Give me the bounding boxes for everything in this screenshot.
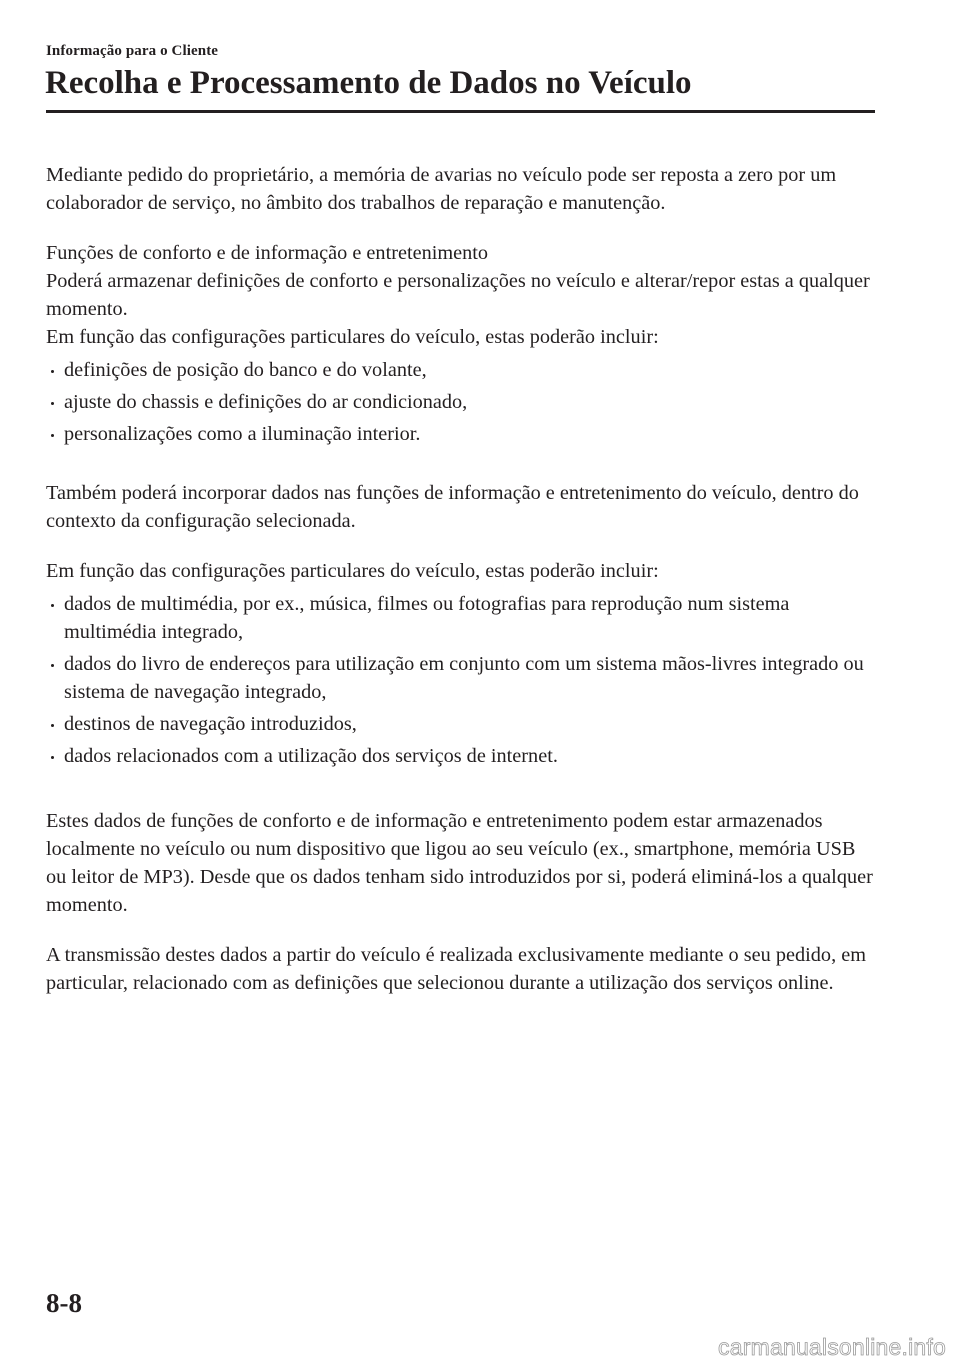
list-item: destinos de navegação introduzidos, — [46, 710, 878, 738]
list-item: definições de posição do banco e do volante, — [46, 356, 878, 384]
document-body — [46, 161, 878, 997]
list-item: dados de multimédia, por ex., música, filmes ou fotografias para reprodução num sistema multimédia integrado, — [46, 590, 878, 646]
paragraph-configuration-intro: Em função das configurações particulares do veículo, estas poderão incluir: — [46, 326, 659, 348]
page-title: Recolha e Processamento de Dados no Veículo — [45, 65, 692, 101]
list-item: ajuste do chassis e definições do ar condicionado, — [46, 388, 878, 416]
paragraph-infotainment-data: Também poderá incorporar dados nas funções de informação e entretenimento do veículo, dentro do contexto da configuração selecionada. — [46, 482, 859, 532]
title-divider — [46, 110, 875, 113]
list-item: dados do livro de endereços para utilização em conjunto com um sistema mãos-livres integrado ou sistema de navegação integrado, — [46, 650, 878, 706]
list-item: personalizações como a iluminação interior. — [46, 420, 878, 448]
infotainment-data-list — [46, 590, 878, 770]
paragraph-data-transmission: A transmissão destes dados a partir do veículo é realizada exclusivamente mediante o seu pedido, em particular, relacionado com as definições que selecionou durante a utilização dos serviços online. — [46, 944, 866, 994]
paragraph-comfort-settings: Poderá armazenar definições de conforto e personalizações no veículo e alterar/repor estas a qualquer momento. — [46, 270, 870, 320]
watermark: carmanualsonline.info — [718, 1334, 946, 1360]
paragraph-data-storage: Estes dados de funções de conforto e de informação e entretenimento podem estar armazenados localmente no veículo ou num dispositivo que ligou ao seu veículo (ex., smartphone, memória USB ou leitor de MP3). Desde que os dados tenham sido introduzidos por si, poderá eliminá-los a qualquer momento. — [46, 810, 873, 916]
comfort-settings-list — [46, 356, 878, 448]
section-label: Informação para o Cliente — [46, 43, 219, 59]
page-number: 8-8 — [46, 1288, 82, 1318]
subheading-comfort-infotainment: Funções de conforto e de informação e entretenimento — [46, 242, 489, 264]
paragraph-configuration-intro-2: Em função das configurações particulares do veículo, estas poderão incluir: — [46, 560, 659, 582]
list-item: dados relacionados com a utilização dos serviços de internet. — [46, 742, 878, 770]
paragraph-fault-memory: Mediante pedido do proprietário, a memória de avarias no veículo pode ser reposta a zero por um colaborador de serviço, no âmbito dos trabalhos de reparação e manutenção. — [46, 164, 837, 214]
